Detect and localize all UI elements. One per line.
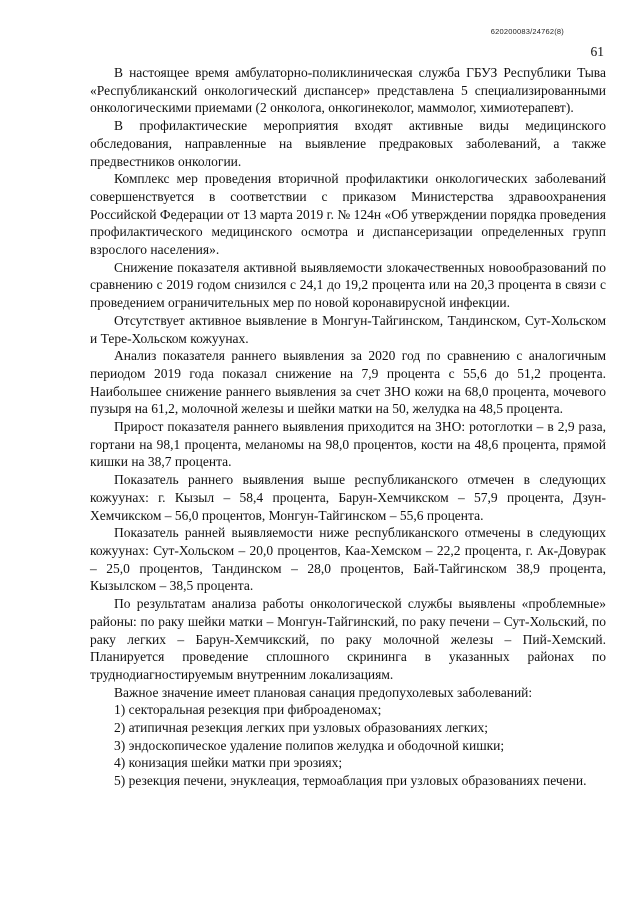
paragraph-service: В настоящее время амбулаторно-поликлиническая служба ГБУЗ Республики Тыва «Республиканский онкологический диспансер» представлена 5 специализированными онкологическими приемами (2 онколога, онкогинеколог, маммолог, химиотерапевт).: [90, 65, 606, 116]
list-item: 5) резекция печени, энуклеация, термоаблация при узловых образованиях печени.: [114, 773, 587, 789]
list-item: 4) конизация шейки матки при эрозиях;: [114, 755, 343, 771]
list-item: 2) атипичная резекция легких при узловых образованиях легких;: [114, 720, 489, 736]
paragraph-problem-areas: По результатам анализа работы онкологической службы выявлены «проблемные» районы: по раку шейки матки – Монгун-Тайгинский, по раку печени – Сут-Хольский, по раку легких – Барун-Хемчикский, по раку молочной железы – Пий-Хемский. Планируется проведение сплошного скрининга в указанных районах по труднодиагностируемым внутренним локализациям.: [90, 596, 606, 682]
document-id: 620200083/24762(8): [490, 27, 564, 36]
paragraph-no-active-detection: Отсутствует активное выявление в Монгун-Тайгинском, Тандинском, Сут-Хольском и Тере-Хольском кожуунах.: [90, 312, 606, 346]
paragraph-above-average: Показатель раннего выявления выше республиканского отмечен в следующих кожуунах: г. Кызыл – 58,4 процента, Барун-Хемчикском – 57,9 процента, Дзун-Хемчикском – 56,0 процентов, Монгун-Тайгинском – 55,6 процента.: [90, 472, 606, 523]
list-item: 1) секторальная резекция при фиброаденомах;: [114, 702, 382, 718]
paragraph-below-average: Показатель ранней выявляемости ниже республиканского отмечены в следующих кожуунах: Сут-Хольском – 20,0 процентов, Каа-Хемском – 22,2 процента, г. Ак-Довурак – 25,0 процентов, Тандинском – 28,0 процентов, Бай-Тайгинском 38,9 процента, Кызылском – 38,5 процента.: [90, 525, 606, 594]
paragraph-prevention: В профилактические мероприятия входят активные виды медицинского обследования, направленные на выявление предраковых заболеваний, а также предвестников онкологии.: [90, 118, 606, 169]
document-body: [90, 64, 606, 790]
paragraph-active-detection: Снижение показателя активной выявляемости злокачественных новообразований по сравнению с 2019 годом снизился с 24,1 до 19,2 процента или на 20,3 процента в связи с проведением ограничительных мер по новой коронавирусной инфекции.: [90, 259, 606, 311]
paragraph-early-detection-growth: Прирост показателя раннего выявления приходится на ЗНО: ротоглотки – в 2,9 раза, гортани на 98,1 процента, меланомы на 98,0 процентов, кости на 48,6 процента, прямой кишки на 38,7 процента.: [90, 419, 606, 470]
paragraph-early-detection-analysis: Анализ показателя раннего выявления за 2020 год по сравнению с аналогичным периодом 2019 года показал снижение на 7,9 процента с 55,6 до 51,2 процента. Наибольшее снижение раннего выявления за счет ЗНО кожи на 68,0 процента, мочевого пузыря на 61,2, молочной железы и шейки матки на 50, желудка на 48,5 процента.: [90, 348, 606, 417]
paragraph-secondary-prevention: Комплекс мер проведения вторичной профилактики онкологических заболеваний совершенствуется в соответствии с приказом Министерства здравоохранения Российской Федерации от 13 марта 2019 г. № 124н «Об утверждении порядка проведения профилактического медицинского осмотра и диспансеризации определенных групп взрослого населения».: [90, 171, 606, 258]
page-number: 61: [590, 44, 604, 59]
paragraph-sanitation-intro: Важное значение имеет плановая санация предопухолевых заболеваний:: [114, 684, 533, 700]
list-item: 3) эндоскопическое удаление полипов желудка и ободочной кишки;: [114, 737, 505, 753]
